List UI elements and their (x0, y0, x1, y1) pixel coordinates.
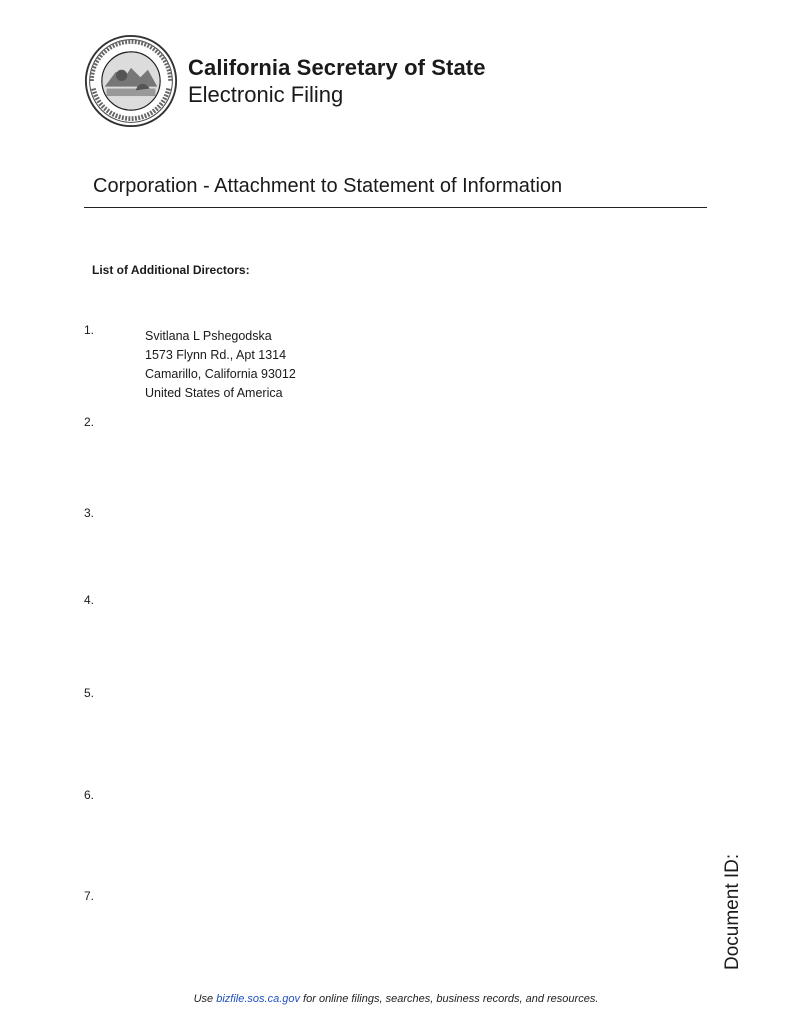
footer-note (0, 993, 792, 1005)
director-country: United States of America (145, 386, 283, 400)
director-street: 1573 Flynn Rd., Apt 1314 (145, 348, 287, 362)
form-title: Corporation - Attachment to Statement of Information (93, 175, 563, 197)
item-number-4: 4. (84, 593, 95, 607)
item-number-6: 6. (84, 788, 95, 802)
footer-link[interactable]: bizfile.sos.ca.gov (216, 993, 300, 1005)
footer-prefix: Use (193, 993, 217, 1005)
state-seal-logo (84, 34, 178, 128)
director-city-state-zip: Camarillo, California 93012 (145, 367, 296, 381)
document-id-label: Document ID: (722, 853, 743, 970)
director-name: Svitlana L Pshegodska (145, 329, 272, 343)
agency-subtitle: Electronic Filing (188, 82, 344, 107)
item-number-7: 7. (84, 889, 95, 903)
item-number-5: 5. (84, 686, 95, 700)
section-heading: List of Additional Directors: (92, 263, 250, 277)
item-number-2: 2. (84, 415, 95, 429)
director-1-address (145, 327, 296, 403)
item-number-3: 3. (84, 506, 95, 520)
agency-name: California Secretary of State (188, 55, 486, 80)
footer-suffix: for online filings, searches, business records, and resources. (300, 993, 599, 1005)
item-number-1: 1. (84, 323, 95, 337)
title-divider (84, 207, 707, 208)
